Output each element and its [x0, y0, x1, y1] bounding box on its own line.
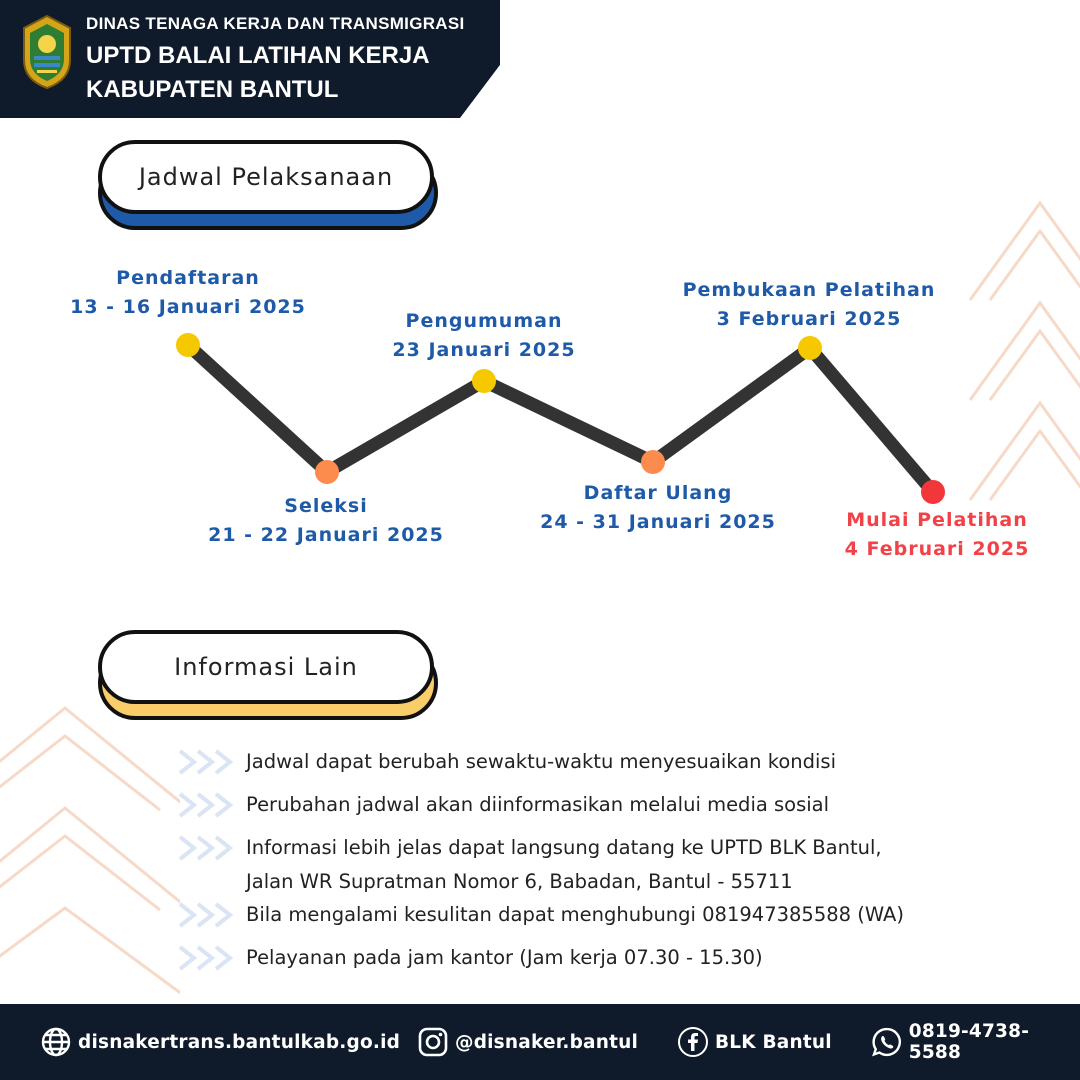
step-date: 23 Januari 2025 — [392, 339, 576, 361]
whatsapp-icon — [871, 1026, 903, 1058]
timeline-step-pendaftaran — [48, 264, 328, 322]
schedule-title-text: Jadwal Pelaksanaan — [138, 163, 394, 191]
triple-chevron-icon — [178, 945, 236, 971]
agency-name: DINAS TENAGA KERJA DAN TRANSMIGRASI — [86, 14, 465, 33]
timeline-step-seleksi — [186, 492, 466, 550]
info-text-line: Informasi lebih jelas dapat langsung datang ke UPTD BLK Bantul, — [246, 836, 882, 859]
footer — [0, 1004, 1080, 1080]
step-name: Daftar Ulang — [583, 482, 733, 504]
footer-whatsapp[interactable] — [871, 1021, 1080, 1063]
info-text: Bila mengalami kesulitan dapat menghubungi 081947385588 (WA) — [246, 903, 905, 926]
facebook-icon — [677, 1026, 709, 1058]
timeline-step-mulai-pelatihan — [812, 506, 1062, 564]
info-text-line: Jalan WR Supratman Nomor 6, Babadan, Bantul - 55711 — [246, 870, 793, 893]
whatsapp-text: 0819-4738-5588 — [908, 1021, 1030, 1063]
timeline-step-pengumuman — [344, 307, 624, 365]
decorative-chevrons-left — [0, 700, 180, 1000]
timeline-dot-pembukaan-pelatihan — [798, 336, 822, 360]
step-name: Pendaftaran — [116, 267, 260, 289]
website-text: disnakertrans.bantulkab.go.id — [78, 1031, 401, 1053]
step-date: 21 - 22 Januari 2025 — [208, 524, 444, 546]
timeline-dot-mulai-pelatihan — [921, 480, 945, 504]
timeline-step-daftar-ulang — [513, 479, 803, 537]
globe-icon — [40, 1026, 72, 1058]
info-text: Pelayanan pada jam kantor (Jam kerja 07.30 - 15.30) — [246, 946, 763, 969]
step-date: 24 - 31 Januari 2025 — [540, 511, 776, 533]
triple-chevron-icon — [178, 749, 236, 775]
timeline-path — [188, 345, 933, 492]
footer-facebook[interactable] — [677, 1026, 832, 1058]
info-text: Jadwal dapat berubah sewaktu-waktu menyesuaikan kondisi — [246, 750, 836, 773]
timeline-dot-daftar-ulang — [641, 450, 665, 474]
step-name: Pembukaan Pelatihan — [682, 279, 936, 301]
regency-name: KABUPATEN BANTUL — [86, 76, 339, 103]
step-date: 13 - 16 Januari 2025 — [70, 296, 306, 318]
step-date: 4 Februari 2025 — [844, 538, 1030, 560]
timeline-step-pembukaan-pelatihan — [664, 276, 954, 334]
instagram-text: @disnaker.bantul — [455, 1031, 639, 1053]
timeline-dot-pengumuman — [472, 369, 496, 393]
instagram-icon — [417, 1026, 449, 1058]
step-name: Mulai Pelatihan — [846, 509, 1028, 531]
info-text: Perubahan jadwal akan diinformasikan melalui media sosial — [246, 793, 830, 816]
step-date: 3 Februari 2025 — [716, 308, 902, 330]
footer-website[interactable] — [40, 1026, 400, 1058]
facebook-text: BLK Bantul — [715, 1031, 832, 1053]
triple-chevron-icon — [178, 902, 236, 928]
step-name: Pengumuman — [405, 310, 563, 332]
info-text — [246, 831, 1046, 899]
triple-chevron-icon — [178, 835, 236, 861]
institution-name: UPTD BALAI LATIHAN KERJA — [86, 42, 430, 69]
info-section-title — [98, 630, 434, 704]
step-name: Seleksi — [284, 495, 368, 517]
timeline-dot-seleksi — [315, 460, 339, 484]
schedule-section-title — [98, 140, 434, 214]
info-title-text: Informasi Lain — [174, 653, 358, 681]
triple-chevron-icon — [178, 792, 236, 818]
timeline-dot-pendaftaran — [176, 333, 200, 357]
footer-instagram[interactable] — [417, 1026, 638, 1058]
